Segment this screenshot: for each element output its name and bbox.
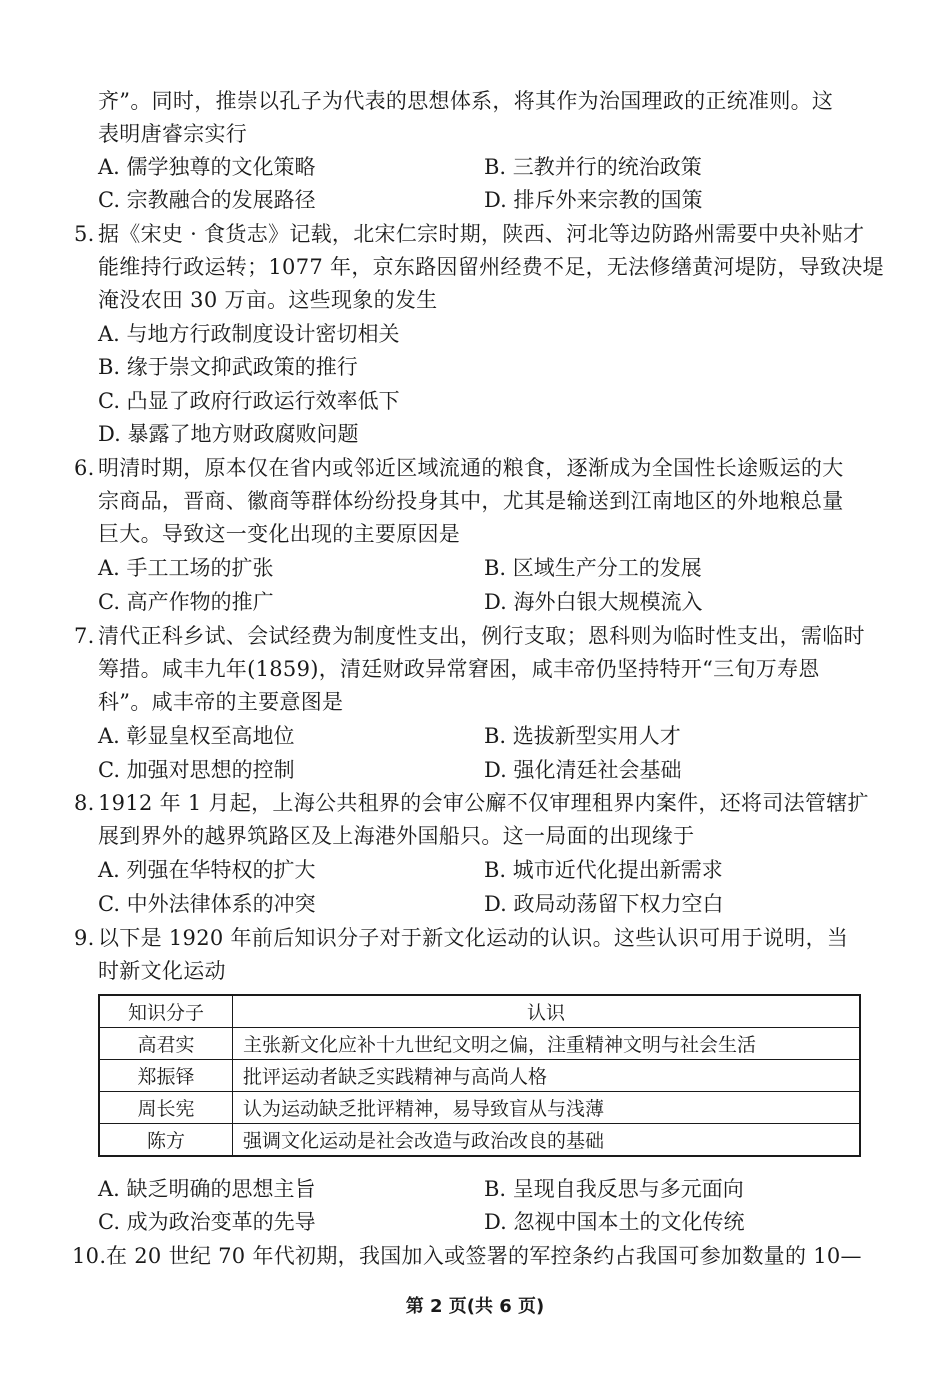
q10-line1: 在 20 世纪 70 年代初期，我国加入或签署的军控条约占我国可参加数量的 10— [106, 1244, 862, 1268]
q7-line2: 筹措。咸丰九年(1859)，清廷财政异常窘困，咸丰帝仍坚持特开“三旬万寿恩 [98, 657, 820, 681]
q9-number: 9. [74, 926, 95, 950]
q6-number: 6. [74, 456, 95, 480]
table-cell-name: 高君实 [99, 1028, 233, 1060]
q7-number: 7. [74, 624, 95, 648]
q7-line3: 科”。咸丰帝的主要意图是 [98, 690, 344, 714]
table-cell-view: 认为运动缺乏批评精神，易导致盲从与浅薄 [233, 1092, 861, 1124]
q4-option-b: B. 三教并行的统治政策 [484, 155, 702, 179]
q6-line3: 巨大。导致这一变化出现的主要原因是 [98, 522, 461, 546]
q5-line3: 淹没农田 30 万亩。这些现象的发生 [98, 288, 438, 312]
q5-option-c: C. 凸显了政府行政运行效率低下 [98, 389, 400, 413]
table-cell-name: 陈方 [99, 1124, 233, 1157]
q7-option-a: A. 彰显皇权至高地位 [98, 724, 295, 748]
intellectuals-table [98, 994, 861, 1157]
q8-line2: 展到界外的越界筑路区及上海港外国船只。这一局面的出现缘于 [98, 824, 695, 848]
q4-option-a: A. 儒学独尊的文化策略 [98, 155, 316, 179]
q9-line1: 以下是 1920 年前后知识分子对于新文化运动的认识。这些认识可用于说明，当 [98, 926, 849, 950]
table-row [99, 1028, 860, 1060]
q8-option-a: A. 列强在华特权的扩大 [98, 858, 316, 882]
q5-option-b: B. 缘于崇文抑武政策的推行 [98, 355, 358, 379]
table-header-view: 认识 [233, 995, 861, 1028]
table-cell-name: 郑振铎 [99, 1060, 233, 1092]
q6-option-c: C. 高产作物的推广 [98, 590, 274, 614]
q5-line2: 能维持行政运转；1077 年，京东路因留州经费不足，无法修缮黄河堤防，导致决堤 [98, 255, 884, 279]
q6-line2: 宗商品，晋商、徽商等群体纷纷投身其中，尤其是输送到江南地区的外地粮总量 [98, 489, 844, 513]
q5-number: 5. [74, 222, 95, 246]
q8-option-b: B. 城市近代化提出新需求 [484, 858, 723, 882]
q7-line1: 清代正科乡试、会试经费为制度性支出，例行支取；恩科则为临时性支出，需临时 [98, 624, 865, 648]
q9-line2: 时新文化运动 [98, 959, 226, 983]
q7-option-d: D. 强化清廷社会基础 [484, 758, 682, 782]
q6-line1: 明清时期，原本仅在省内或邻近区域流通的粮食，逐渐成为全国性长途贩运的大 [98, 456, 844, 480]
q9-option-b: B. 呈现自我反思与多元面向 [484, 1177, 744, 1201]
table-cell-view: 批评运动者缺乏实践精神与高尚人格 [233, 1060, 861, 1092]
q10-number: 10. [72, 1244, 107, 1268]
q4-line1: 齐”。同时，推崇以孔子为代表的思想体系，将其作为治国理政的正统准则。这 [98, 89, 834, 113]
q6-option-a: A. 手工工场的扩张 [98, 556, 274, 580]
q7-option-c: C. 加强对思想的控制 [98, 758, 295, 782]
q4-line2: 表明唐睿宗实行 [98, 122, 248, 146]
q4-option-d: D. 排斥外来宗教的国策 [484, 188, 703, 212]
q7-option-b: B. 选拔新型实用人才 [484, 724, 681, 748]
q6-option-b: B. 区域生产分工的发展 [484, 556, 702, 580]
q8-option-c: C. 中外法律体系的冲突 [98, 892, 316, 916]
q4-option-c: C. 宗教融合的发展路径 [98, 188, 316, 212]
table-header-row [99, 995, 860, 1028]
q8-line1: 1912 年 1 月起，上海公共租界的会审公廨不仅审理租界内案件，还将司法管辖扩 [98, 791, 869, 815]
q5-line1: 据《宋史 · 食货志》记载，北宋仁宗时期，陕西、河北等边防路州需要中央补贴才 [98, 222, 865, 246]
table-cell-name: 周长宪 [99, 1092, 233, 1124]
q9-option-c: C. 成为政治变革的先导 [98, 1210, 316, 1234]
table-row [99, 1060, 860, 1092]
q5-option-a: A. 与地方行政制度设计密切相关 [98, 322, 400, 346]
q9-option-a: A. 缺乏明确的思想主旨 [98, 1177, 316, 1201]
q6-option-d: D. 海外白银大规模流入 [484, 590, 703, 614]
table-row [99, 1124, 860, 1157]
table-cell-view: 主张新文化应补十九世纪文明之偏，注重精神文明与社会生活 [233, 1028, 861, 1060]
table-row [99, 1092, 860, 1124]
page-footer: 第 2 页(共 6 页) [405, 1296, 545, 1317]
q5-option-d: D. 暴露了地方财政腐败问题 [98, 422, 359, 446]
q9-option-d: D. 忽视中国本土的文化传统 [484, 1210, 745, 1234]
q8-number: 8. [74, 791, 95, 815]
table-cell-view: 强调文化运动是社会改造与政治改良的基础 [233, 1124, 861, 1157]
table-header-intellectual: 知识分子 [99, 995, 233, 1028]
q8-option-d: D. 政局动荡留下权力空白 [484, 892, 724, 916]
